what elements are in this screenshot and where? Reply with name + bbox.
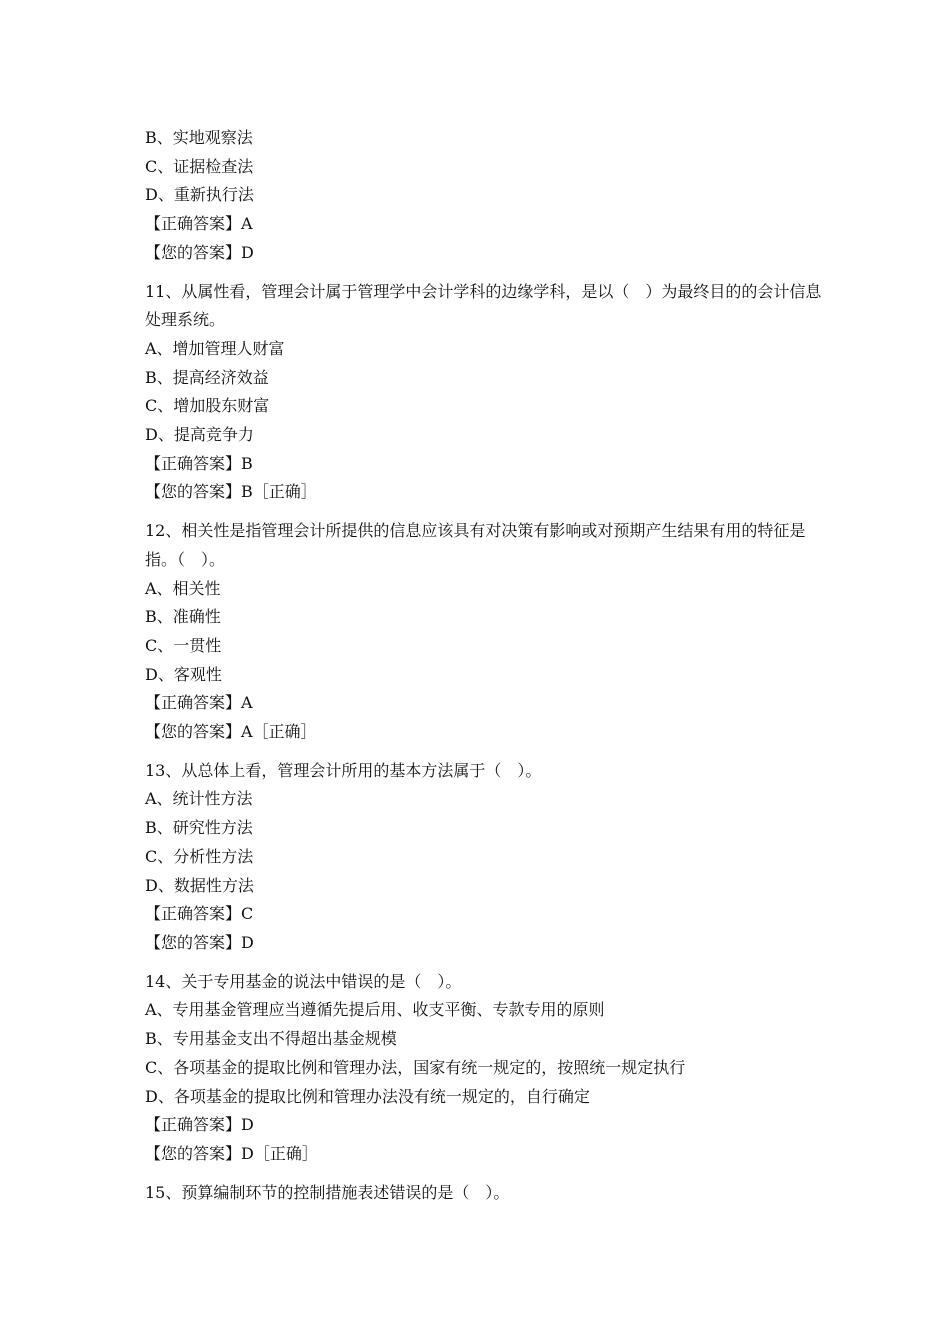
question-text: 13、从总体上看，管理会计所用的基本方法属于（ ）。 bbox=[145, 760, 542, 780]
option-line: B、准确性 bbox=[145, 607, 221, 627]
option-line: D、提高竞争力 bbox=[145, 425, 254, 445]
option-line: A、相关性 bbox=[145, 578, 221, 598]
correct-answer: 【正确答案】D bbox=[145, 1115, 254, 1135]
option-line: B、实地观察法 bbox=[145, 128, 253, 147]
option-line: D、客观性 bbox=[145, 664, 222, 684]
your-answer: 【您的答案】B［正确］ bbox=[145, 482, 317, 502]
option-line: A、增加管理人财富 bbox=[145, 338, 285, 358]
question-text: 14、关于专用基金的说法中错误的是（ ）。 bbox=[145, 971, 462, 991]
correct-answer: 【正确答案】B bbox=[145, 453, 253, 473]
question-text: 11、从属性看，管理会计属于管理学中会计学科的边缘学科，是以（ ）为最终目的的会计信息处理系统。 bbox=[145, 281, 822, 330]
your-answer: 【您的答案】D［正确］ bbox=[145, 1143, 318, 1163]
your-answer: 【您的答案】A［正确］ bbox=[145, 722, 317, 742]
correct-answer: 【正确答案】A bbox=[145, 693, 253, 713]
document-page bbox=[145, 124, 825, 1207]
option-line: D、各项基金的提取比例和管理办法没有统一规定的，自行确定 bbox=[145, 1086, 590, 1106]
option-line: C、各项基金的提取比例和管理办法，国家有统一规定的，按照统一规定执行 bbox=[145, 1057, 686, 1077]
option-line: C、一贯性 bbox=[145, 635, 222, 655]
option-line: D、数据性方法 bbox=[145, 875, 254, 895]
option-line: B、提高经济效益 bbox=[145, 367, 269, 387]
option-line: D、重新执行法 bbox=[145, 185, 254, 205]
correct-answer: 【正确答案】A bbox=[145, 214, 253, 234]
question-text: 12、相关性是指管理会计所提供的信息应该具有对决策有影响或对预期产生结果有用的特征是指。（ ）。 bbox=[145, 521, 806, 569]
option-line: B、专用基金支出不得超出基金规模 bbox=[145, 1029, 397, 1049]
correct-answer: 【正确答案】C bbox=[145, 904, 254, 924]
option-line: A、统计性方法 bbox=[145, 789, 253, 809]
option-line: B、研究性方法 bbox=[145, 818, 253, 838]
question-text: 15、预算编制环节的控制措施表述错误的是（ ）。 bbox=[145, 1182, 510, 1202]
your-answer: 【您的答案】D bbox=[145, 242, 254, 262]
option-line: C、证据检查法 bbox=[145, 156, 254, 176]
option-line: C、增加股东财富 bbox=[145, 396, 270, 416]
your-answer: 【您的答案】D bbox=[145, 932, 254, 952]
option-line: C、分析性方法 bbox=[145, 846, 254, 866]
option-line: A、专用基金管理应当遵循先提后用、收支平衡、专款专用的原则 bbox=[145, 1000, 605, 1020]
